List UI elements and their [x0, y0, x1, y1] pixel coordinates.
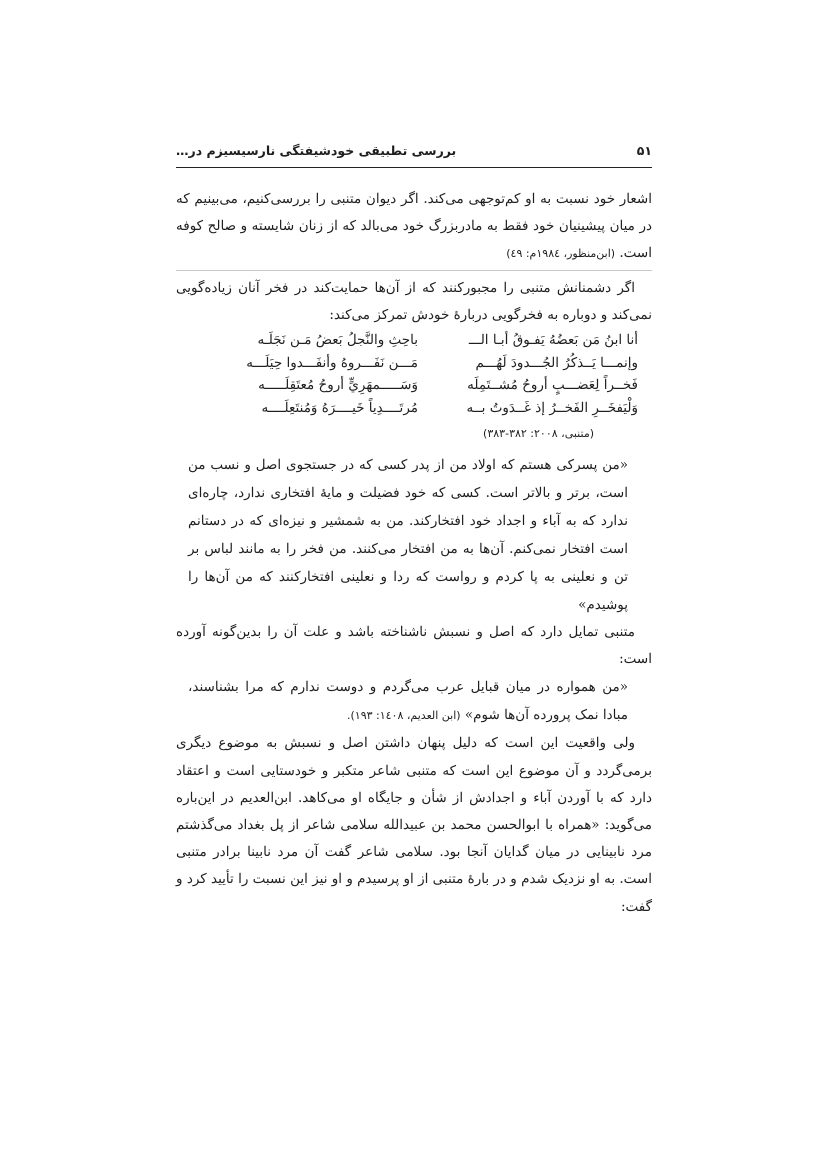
paragraph-1	[176, 186, 652, 268]
verse-first-hemistich: وَلْيَفخَــرِ الفَخــرُ إذ غَــدَوتُ بــه	[466, 399, 638, 416]
page-number: ۵۱	[636, 143, 652, 158]
poem-source-citation: (متنبی، ۲۰۰۸: ۳۸۲-۳۸۳)	[483, 427, 594, 441]
paragraph-1-text: اشعار خود نسبت به او کم‌توجهی می‌کند. اگر دیوان متنبی را بررسی‌کنیم، می‌بینیم که در میان پیشینیان خود فقط به مادربزرگ خود می‌بالد که از زنان شایسته و صالح کوفه است.	[176, 191, 652, 262]
paragraph-3: متنبی تمایل دارد که اصل و نسبش ناشناخته باشد و علت آن را بدین‌گونه آورده است:	[176, 624, 652, 668]
running-title: بررسی تطبیقی خودشیفتگی نارسیسیزم در…	[176, 143, 457, 158]
verse-first-hemistich: أنا ابنُ مَن بَعضُهُ يَفـوقُ أبـا الـــ	[468, 332, 638, 349]
quote-translation: «من پسرکی هستم که اولاد من از پدر کسی که در جستجوی اصل و نسب من است، برتر و بالاتر است. کسی که خود فضیلت و مایۀ افتخاری ندارد، چاره‌ای ندارد که به آباء و اجداد خود افتخارکند. من به شمشیر و نیزه‌ای که در دستانم است افتخار نمی‌کنم. آن‌ها به من افتخار می‌کنند. من فخر را به مانند لباس بر تن و نعلینی به پا کردم و رواست که ردا و نعلینی افتخارکنند که من آن‌ها را پوشیدم»	[188, 457, 628, 614]
paragraph-2: اگر دشمنانش متنبی را مجبورکنند که از آن‌ها حمایت‌کند در فخر آنان زیاده‌گویی نمی‌کند و دوباره به فخرگویی دربارۀ خودش تمرکز می‌کند:	[176, 279, 652, 323]
citation-ibn-manzur: (ابن‌منظور، ۱۹۸٤م: ٤٩)	[506, 247, 616, 261]
verse-second-hemistich: وَسَـــــمهَرِيٍّ أروحُ مُعتَقِلَـــــه	[258, 377, 418, 394]
poem-verse	[176, 397, 638, 420]
poem-verse	[176, 374, 638, 397]
poem-block	[176, 329, 652, 419]
verse-second-hemistich: مَـــن نَفَـــروهُ وأنفَـــدوا حِيَلَـــه	[246, 354, 418, 371]
verse-second-hemistich: باحِثِ والنَّجلُ بَعضُ مَـن نَجَلَـه	[257, 332, 418, 349]
poem-verse	[176, 329, 638, 352]
quote-ibn-adim-text: «من همواره در میان قبایل عرب می‌گردم و دوست ندارم که مرا بشناسند، مبادا نمک پرورده آن‌ها شوم»	[188, 679, 628, 724]
quote-ibn-adim	[176, 673, 652, 730]
running-header	[176, 143, 652, 163]
verse-first-hemistich: وإنمـــا يَــذكُرُ الجُـــدودَ لَهُـــم	[475, 354, 638, 371]
separator-line	[176, 270, 652, 271]
paragraph-4: ولی واقعیت این است که دلیل پنهان داشتن اصل و نسبش به موضوع دیگری برمی‌گردد و آن موضوع این است که متنبی شاعر متکبر و خودستایی است و اعتقاد دارد که با آوردن آباء و اجدادش از شأن و جایگاه او می‌کاهد. ابن‌العدیم در این‌باره می‌گوید: «همراه با ابوالحسن محمد بن عبیدالله سلامی شاعر از پل بغداد می‌گذشتم مرد نابینایی در میان گدایان آنجا بود. سلامی شاعر گفت آن مرد نابینا برادر متنبی است. به او نزدیک شدم و در بارۀ متنبی از او پرسیدم و او نیز این نسبت را تأیید کرد و گفت:	[176, 735, 652, 915]
body-text	[176, 186, 652, 921]
verse-first-hemistich: فَخــراً لِعَضـــبٍ أروحُ مُشــتَمِلَه	[467, 377, 638, 394]
citation-ibn-adim: (ابن العدیم، ۱٤۰۸: ۱۹۳).	[347, 709, 461, 723]
header-rule	[176, 167, 652, 168]
poem-verse	[176, 352, 638, 375]
verse-second-hemistich: مُرتَــــدِياً خَيــــرَهُ وَمُنتَعِلَــــه	[261, 399, 418, 416]
